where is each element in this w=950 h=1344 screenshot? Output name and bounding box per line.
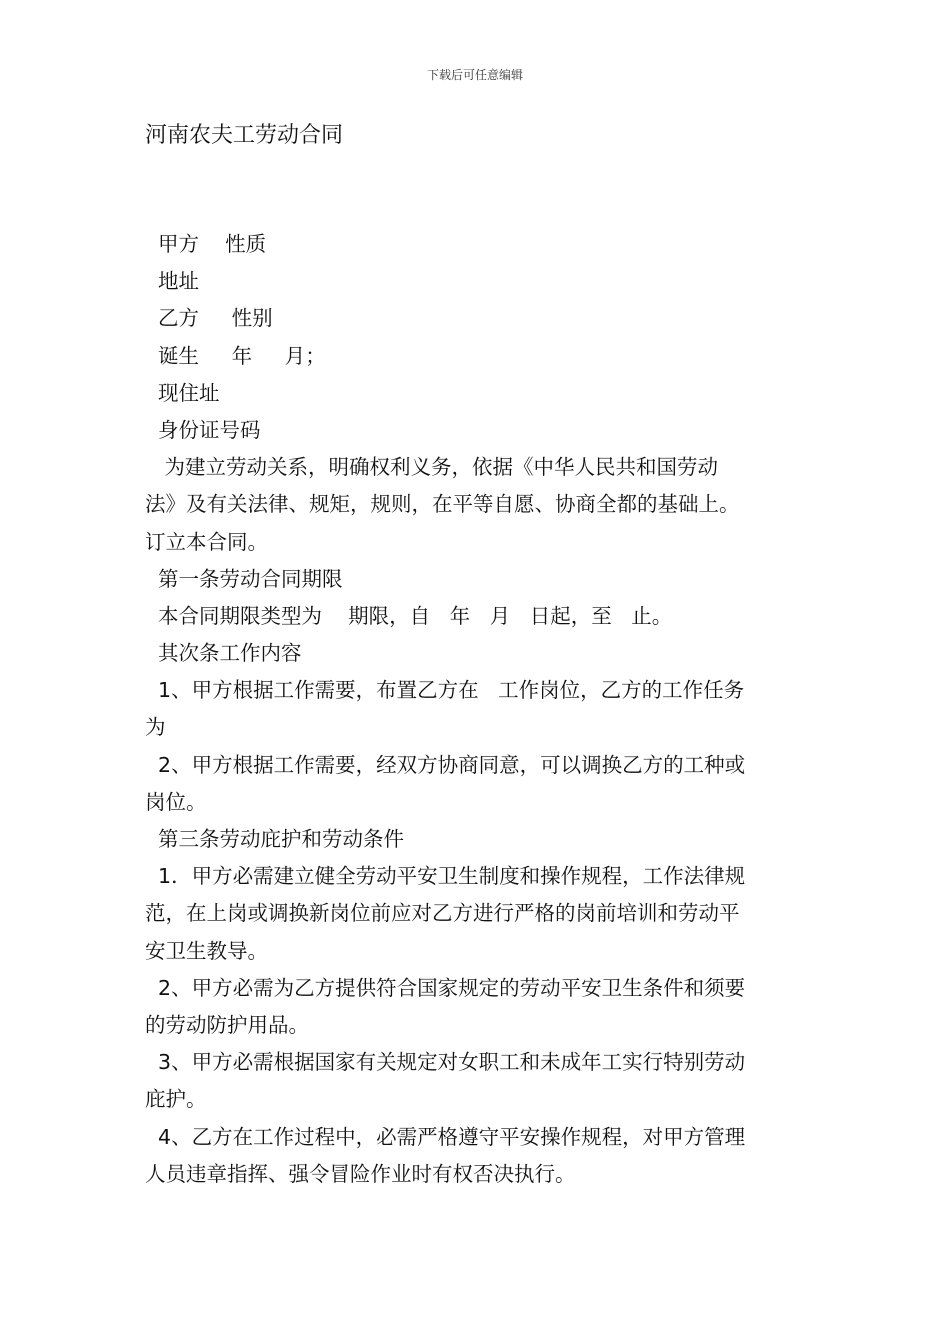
text-line: 订立本合同。 [145,529,268,554]
text-line: 乙方 性别 [145,306,273,331]
text-line: 为 [145,715,166,740]
text-line: 法》及有关法律、规矩，规则，在平等自愿、协商全都的基础上。 [145,492,740,517]
text-line: 人员违章指挥、强令冒险作业时有权否决执行。 [145,1161,576,1186]
text-line: 第三条劳动庇护和劳动条件 [145,827,405,851]
text-line: 4、乙方在工作过程中，必需严格遵守平安操作规程，对甲方管理 [145,1124,746,1149]
text-line: 第一条劳动合同期限 [145,566,343,591]
text-line: 诞生 年 月； [145,343,326,368]
document-title: 河南农夫工劳动合同 [145,123,344,148]
text-line: 庇护。 [145,1087,207,1112]
page-header: 下载后可任意编辑 [426,68,523,82]
text-line: 本合同期限类型为 期限，自 年 月 日起，至 止。 [145,603,673,628]
text-line: 2、甲方根据工作需要，经双方协商同意，可以调换乙方的工种或 [145,752,746,777]
text-line: 地址 [145,269,200,294]
text-line: 甲方 性质 [145,232,267,256]
text-line: 范，在上岗或调换新岗位前应对乙方进行严格的岗前培训和劳动平 [145,901,740,926]
text-line: 岗位。 [145,789,207,814]
text-line: 为建立劳动关系，明确权利义务，依据《中华人民共和国劳动 [145,455,719,480]
document-body [145,226,807,1193]
text-line: 其次条工作内容 [145,641,302,666]
text-line: 1、甲方根据工作需要，布置乙方在 工作岗位，乙方的工作任务 [145,678,745,703]
text-line: 3、甲方必需根据国家有关规定对女职工和未成年工实行特别劳动 [145,1050,746,1075]
text-line: 1．甲方必需建立健全劳动平安卫生制度和操作规程，工作法律规 [145,864,746,889]
text-line: 身份证号码 [145,417,261,442]
text-line: 安卫生教导。 [145,938,268,963]
text-line: 现住址 [145,380,220,405]
text-line: 2、甲方必需为乙方提供符合国家规定的劳动平安卫生条件和须要 [145,975,746,1000]
text-line: 的劳动防护用品。 [145,1012,309,1037]
